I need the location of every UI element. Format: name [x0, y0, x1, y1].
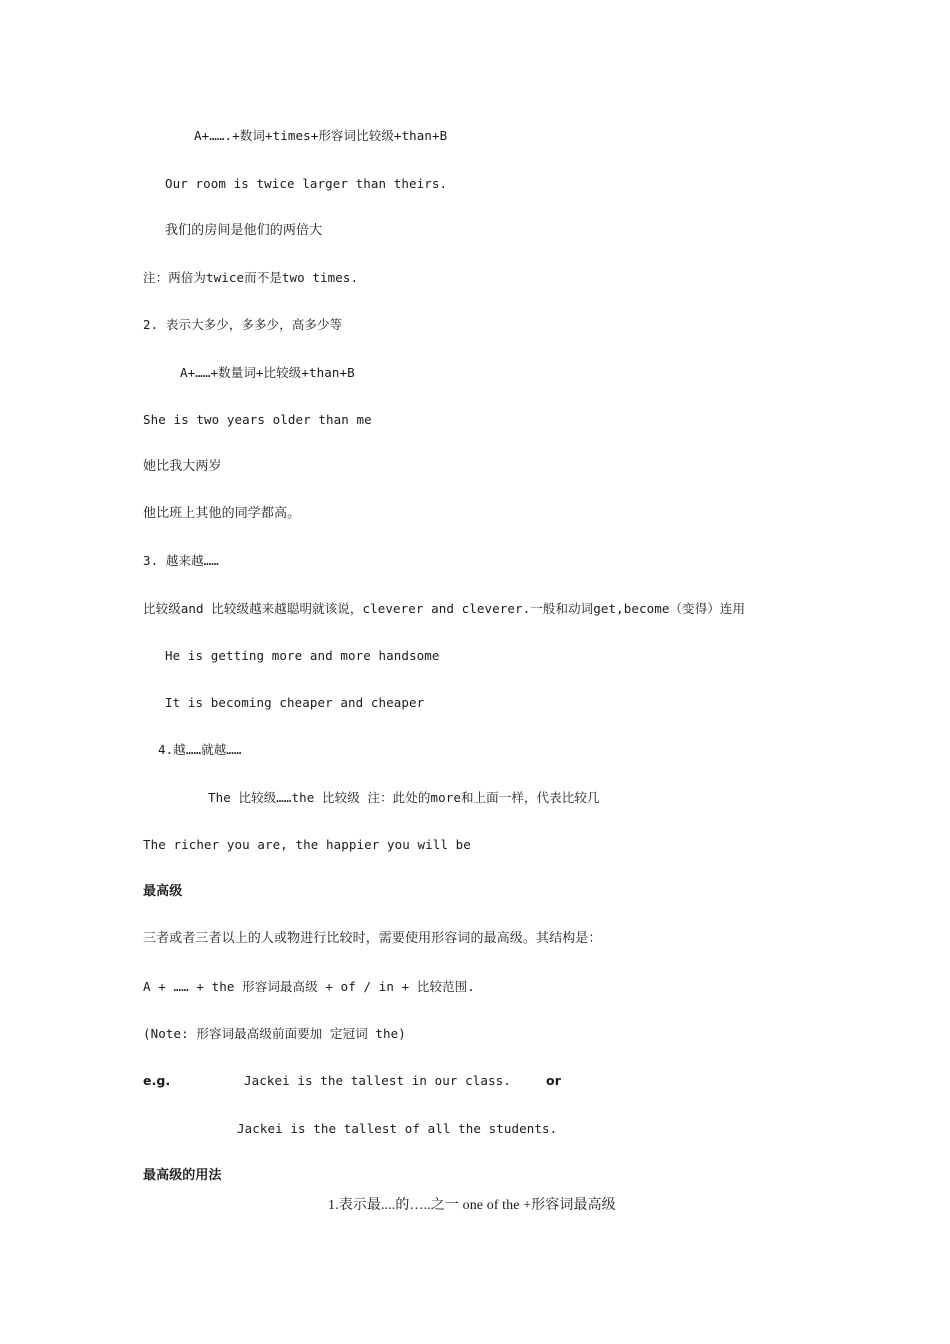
example-twice-translation: 我们的房间是他们的两倍大 — [165, 223, 323, 238]
structure-times-comparative: A+…….+数词+times+形容词比较级+than+B — [194, 128, 448, 143]
example-cheaper: It is becoming cheaper and cheaper — [165, 695, 425, 710]
comparative-and-comparative-explanation: 比较级and 比较级越来越聪明就该说，cleverer and cleverer.一般和动词get,become（变得）连用 — [143, 601, 746, 616]
example-more-handsome: He is getting more and more handsome — [165, 648, 440, 663]
section-4-title: 4.越……就越…… — [158, 742, 242, 757]
usage-1-one-of-the: 1.表示最....的…..之一 one of the +形容词最高级 — [328, 1198, 616, 1213]
structure-the-comparative: The 比较级……the 比较级 注：此处的more和上面一样，代表比较几 — [208, 790, 600, 805]
note-twice: 注：两倍为twice而不是two times. — [143, 270, 359, 285]
superlative-structure: A + …… + the 形容词最高级 + of / in + 比较范围. — [143, 979, 475, 994]
example-twice-larger: Our room is twice larger than theirs. — [165, 176, 448, 191]
superlative-intro: 三者或者三者以上的人或物进行比较时，需要使用形容词的最高级。其结构是： — [143, 931, 602, 946]
example-two-years-older: She is two years older than me — [143, 412, 372, 427]
example-tallest-in-class: Jackei is the tallest in our class. — [244, 1073, 511, 1088]
superlative-note: (Note: 形容词最高级前面要加 定冠词 the) — [143, 1026, 406, 1041]
superlative-usage-heading: 最高级的用法 — [143, 1168, 222, 1183]
or-label: or — [546, 1073, 561, 1088]
section-3-title: 3. 越来越…… — [143, 553, 219, 568]
section-2-title: 2. 表示大多少，多多少，高多少等 — [143, 317, 343, 332]
eg-label: e.g. — [143, 1073, 171, 1088]
superlative-heading: 最高级 — [143, 884, 183, 899]
example-tallest-of-all: Jackei is the tallest of all the students. — [237, 1121, 558, 1136]
example-taller-than-classmates: 他比班上其他的同学都高。 — [143, 506, 301, 521]
structure-quantity-comparative: A+……+数量词+比较级+than+B — [180, 365, 355, 380]
example-richer-happier: The richer you are, the happier you will be — [143, 837, 471, 852]
example-two-years-translation: 她比我大两岁 — [143, 459, 222, 474]
